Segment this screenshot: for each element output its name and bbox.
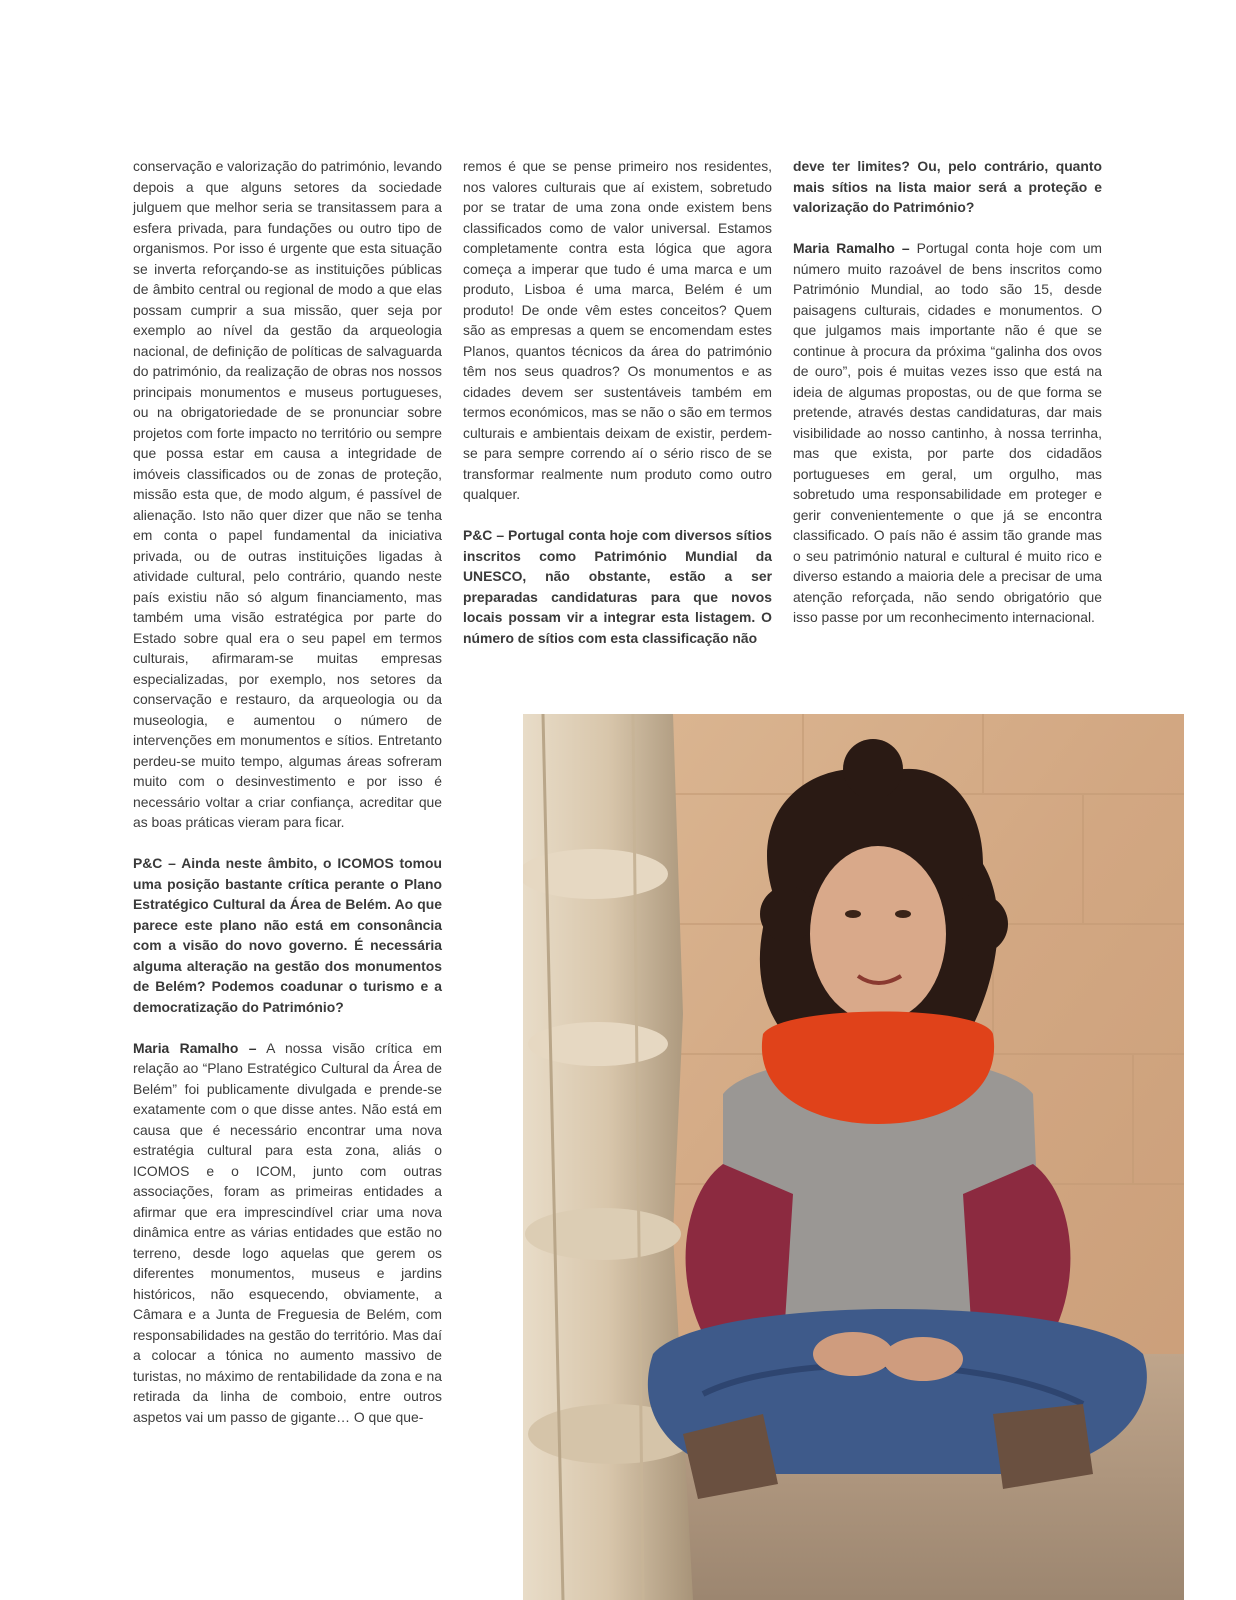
answer-text: A nossa visão crítica em relação ao “Plano Estratégico Cultural da Área de Belém” foi publicamente divulgada e prende-se exatamente com o que disse antes. Não está em causa que é necessário encontrar uma nova estratégia cultural para esta zona, aliás o ICOMOS e o ICOM, junto com outras associações, foram as primeiras entidades a afirmar que era imprescindível criar uma nova dinâmica entre as várias entidades que estão no terreno, desde logo aquelas que gerem os diferentes monumentos, museus e jardins históricos, não esquecendo, obviamente, a Câmara e a Junta de Freguesia de Belém, com responsabilidades na gestão do território. Mas daí a colocar a tónica no aumento massivo de turistas, no máximo de rentabilidade da zona e na retirada da linha de comboio, entre outros aspetos vai um passo de gigante… O que que- [133,1039,442,1425]
portrait-photo [523,714,1184,1600]
text-column-3 [793,156,1102,648]
paragraph: conservação e valorização do património, levando depois a que alguns setores da sociedade julguem que melhor seria se transitassem para a esfera privada, para fundações ou outro tipo de organismos. Por isso é urgente que esta situação se inverta reforçando-se as instituições públicas de âmbito central ou regional de modo a que elas possam cumprir a sua missão, quer seja por exemplo ao nível da gestão da arqueologia nacional, de definição de políticas de salvaguarda do património, da realização de obras nos nossos principais monumentos e museus portugueses, ou na obrigatoriedade de se pronunciar sobre projetos com forte impacto no território ou sempre que possa estar em causa a integridade de imóveis classificados ou de zonas de proteção, missão esta que, de modo algum, é passível de alienação. Isto não quer dizer que não se tenha em conta o papel fundamental da iniciativa privada, ou de outras instituições ligadas à atividade cultural, pelo contrário, quando neste país existiu não só algum financiamento, mas também uma visão estratégica por parte do Estado sobre qual era o seu papel em termos culturais, afirmaram-se muitas empresas especializadas, por exemplo, nos setores da conservação e restauro, da arqueologia ou da museologia, e aumentou o número de intervenções em monumentos e sítios. Entretanto perdeu-se muito tempo, algumas áreas sofreram muito com o desinvestimento e por isso é necessário voltar a criar confiança, acreditar que as boas práticas vieram para ficar. [133,158,442,830]
text-column-1 [133,156,442,1448]
interview-question: P&C – Ainda neste âmbito, o ICOMOS tomou uma posição bastante crítica perante o Plano Estratégico Cultural da Área de Belém. Ao que parece este plano não está em consonância com a visão do novo governo. É necessária alguma alteração na gestão dos monumentos de Belém? Podemos coadunar o turismo e a democratização do Património? [133,855,442,1015]
stone-pillar [523,714,698,1600]
interview-question: deve ter limites? Ou, pelo contrário, quanto mais sítios na lista maior será a proteção e valorização do Património? [793,158,1102,215]
speaker-name: Maria Ramalho – [793,240,910,256]
paragraph: remos é que se pense primeiro nos residentes, nos valores culturais que aí existem, sobretudo por se tratar de uma zona onde existem bens classificados como de valor universal. Estamos completamente contra esta lógica que agora começa a imperar que tudo é uma marca e um produto, Lisboa é uma marca, Belém é um produto! De onde vêm estes conceitos? Quem são as empresas a quem se encomendam estes Planos, quantos técnicos da área do património têm nos seus quadros? Os monumentos e as cidades devem ser sustentáveis também em termos económicos, mas se não o são em termos culturais e ambientais deixam de existir, perdem-se para sempre correndo aí o sério risco de se transformar realmente num produto como outro qualquer. [463,158,772,502]
interview-answer [793,238,1102,628]
text-column-2 [463,156,772,669]
speaker-name: Maria Ramalho – [133,1039,257,1056]
interview-question: P&C – Portugal conta hoje com diversos sítios inscritos como Património Mundial da UNESCO, não obstante, estão a ser preparadas candidaturas para que novos locais possam vir a integrar esta listagem. O número de sítios com esta classificação não [463,527,772,646]
answer-text: Portugal conta hoje com um número muito razoável de bens inscritos como Património Mundial, ao todo são 15, desde paisagens culturais, cidades e monumentos. O que julgamos mais importante não é que se continue à procura da próxima “galinha dos ovos de ouro”, pois é muitas vezes isso que está na ideia de algumas propostas, ou de que forma se pretende, através destas candidaturas, dar mais visibilidade ao nosso cantinho, à nossa terrinha, mas que exista, por parte dos cidadãos portugueses em geral, um orgulho, mas sobretudo uma responsabilidade em proteger e gerir convenientemente o que já se encontra classificado. O país não é assim tão grande mas o seu património natural e cultural é muito rico e diverso estando a maioria dele a precisar de uma atenção reforçada, não sendo obrigatório que isso passe por um reconhecimento internacional. [793,240,1102,625]
interview-answer [133,1038,442,1428]
